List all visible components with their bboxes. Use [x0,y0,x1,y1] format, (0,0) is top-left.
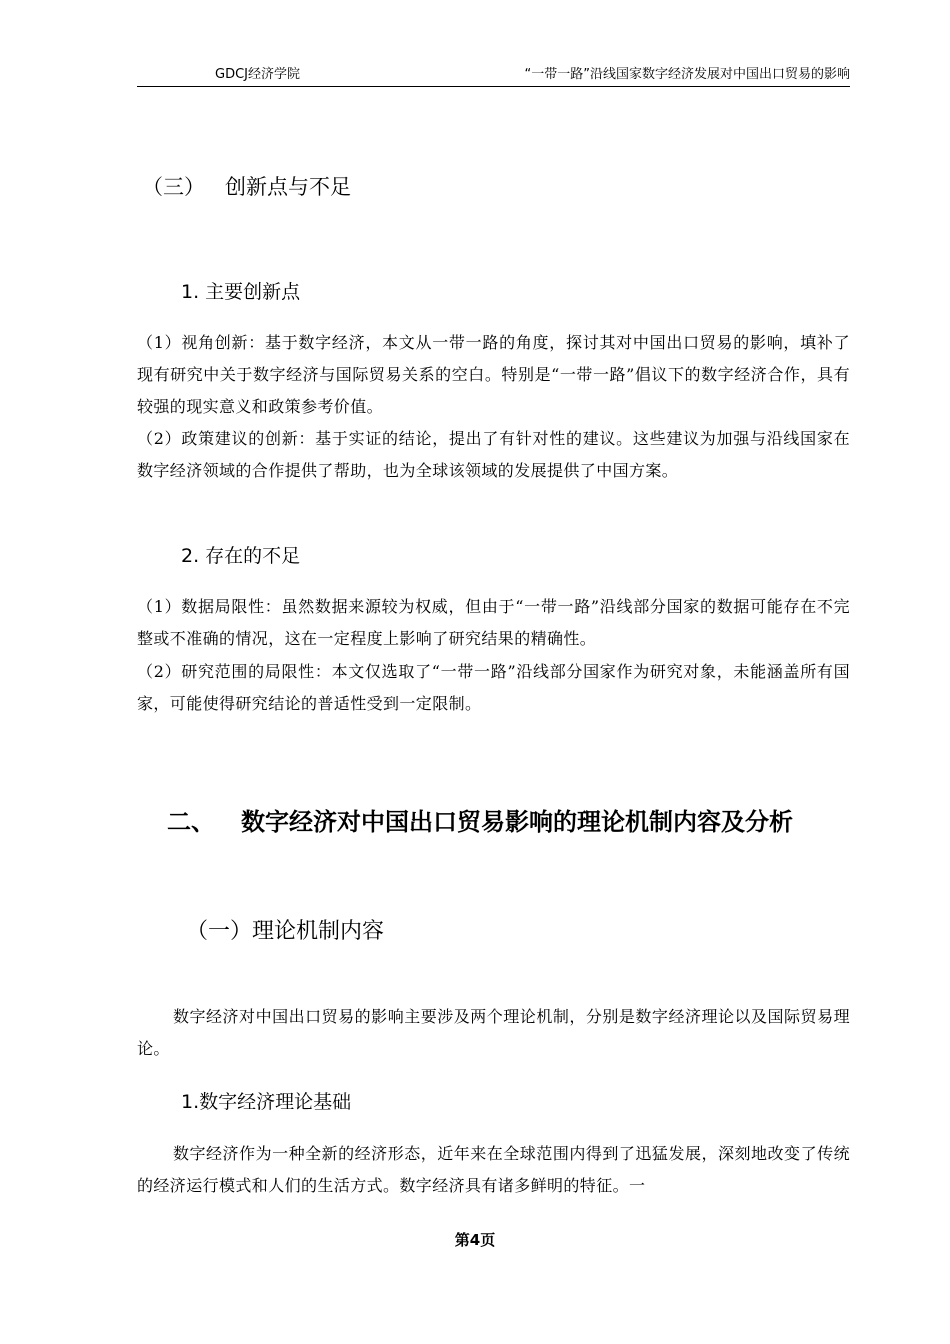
paragraph-perspective-innovation: （1）视角创新：基于数字经济，本文从一带一路的角度，探讨其对中国出口贸易的影响，填补了现有研究中关于数字经济与国际贸易关系的空白。特别是“一带一路”倡议下的数字经济合作，具有较强的现实意义和政策参考价值。 [137,333,850,416]
paragraph-digital-economy: 数字经济作为一种全新的经济形态，近年来在全球范围内得到了迅猛发展，深刻地改变了传统的经济运行模式和人们的生活方式。数字经济具有诸多鲜明的特征。一 [137,1144,850,1195]
section-heading-innovation [142,173,351,201]
subheading-digital-economy-theory: 1.数字经济理论基础 [181,1091,352,1113]
page-number: 第4页 [454,1231,496,1249]
subheading-main-innovations: 1. 主要创新点 [181,281,301,303]
chapter-heading [167,806,793,838]
chapter-number: 二、 [167,808,215,836]
paragraph-scope-limitation: （2）研究范围的局限性：本文仅选取了“一带一路”沿线部分国家作为研究对象，未能涵盖所有国家，可能使得研究结论的普适性受到一定限制。 [137,662,850,713]
chapter-title: 数字经济对中国出口贸易影响的理论机制内容及分析 [241,808,793,836]
header-school: GDCJ经济学院 [215,67,300,82]
paragraph-theory-intro: 数字经济对中国出口贸易的影响主要涉及两个理论机制，分别是数字经济理论以及国际贸易理论。 [137,1007,850,1058]
running-header [137,66,850,87]
section-title: 创新点与不足 [225,175,351,199]
subheading-shortcomings: 2. 存在的不足 [181,545,301,567]
header-paper-title: “一带一路”沿线国家数字经济发展对中国出口贸易的影响 [524,67,850,82]
paragraph-data-limitation: （1）数据局限性：虽然数据来源较为权威，但由于“一带一路”沿线部分国家的数据可能存在不完整或不准确的情况，这在一定程度上影响了研究结果的精确性。 [137,597,850,648]
section-number: （三） [142,175,205,199]
section-heading-theory: （一）理论机制内容 [186,919,385,944]
paragraph-policy-innovation: （2）政策建议的创新：基于实证的结论，提出了有针对性的建议。这些建议为加强与沿线国家在数字经济领域的合作提供了帮助，也为全球该领域的发展提供了中国方案。 [137,429,850,480]
